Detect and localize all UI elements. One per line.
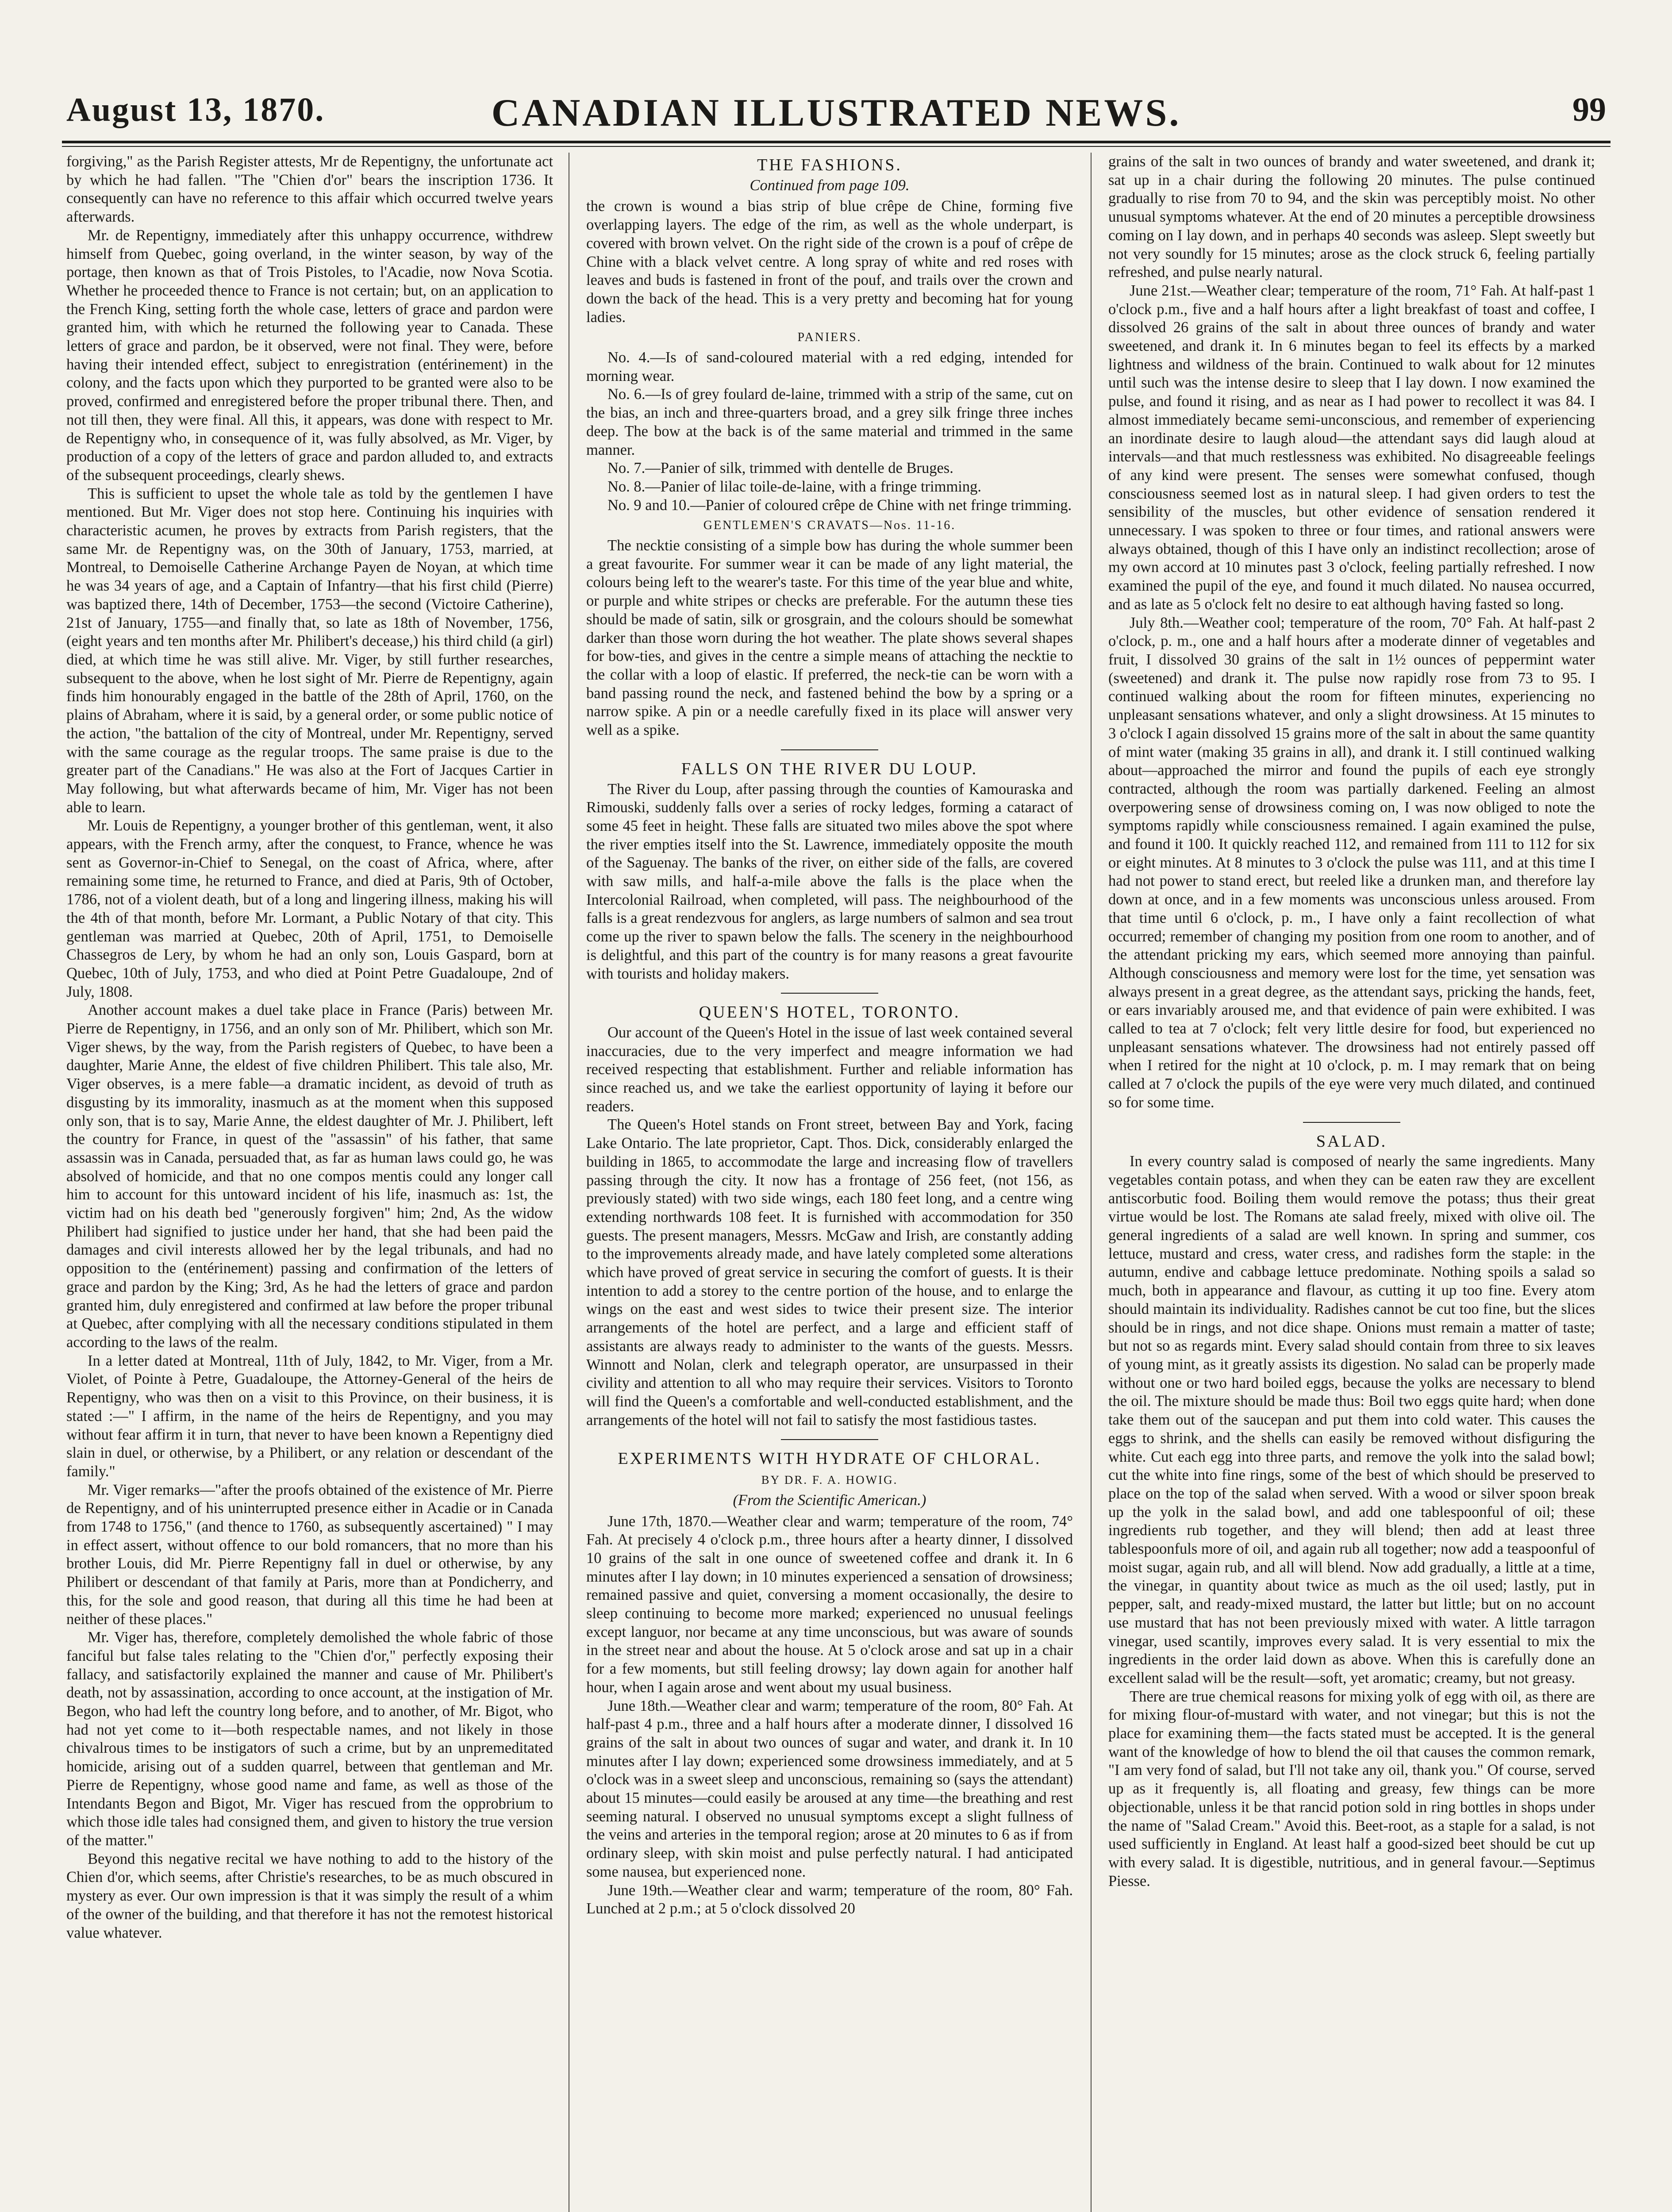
falls-heading: FALLS ON THE RIVER DU LOUP. [681, 759, 978, 778]
salad-heading: SALAD. [1316, 1132, 1388, 1151]
paniers-item: No. 9 and 10.—Panier of coloured crêpe de Chine with net fringe trimming. [607, 496, 1072, 514]
column-2 [586, 153, 1073, 2212]
chloral-paragraph: June 21st.—Weather clear; temperature of the room, 71° Fah. At half-past 1 o'clock p.m., five and a half hours after a light breakfast of toast and coffee, I dissolved 26 grains of the salt in about three ounces of brandy and water sweetened, and drank it. In 6 minutes began to feel its effects by a marked lightness and wildness of the brain. Continued to walk about for 12 minutes until such was the intense desire to sleep that I lay down. I now examined the pulse, and found it rising, and as near as I had power to recollect it was 84. I almost immediately became semi-unconscious, and remember of experiencing an inordinate desire to laugh aloud—the attendant says did laugh aloud at intervals—and that much restlessness was exhibited. No disagreeable feelings of any kind were present. The senses were somewhat confused, though consciousness seemed lost as in natural sleep. I had given orders to test the sensibility of the muscles, but other evidence of sensation rendered it unnecessary. I was spoken to three or four times, and rational answers were always obtained, though of this I have only an indistinct recollection; arose of my own accord at 10 minutes past 3 o'clock, feeling partially refreshed. I now examined the pupil of the eye, and found it much dilated. No nausea occurred, and as late as 5 o'clock felt no desire to eat although having fasted so long. [1108, 282, 1595, 613]
salad-paragraph: In every country salad is composed of nearly the same ingredients. Many vegetables contain potass, and when they can be eaten raw they are excellent antiscorbutic food. Boiling them would remove the potass; thus their great virtue would be lost. The Romans ate salad freely, mixed with olive oil. The general ingredients of a salad are well known. In spring and summer, cos lettuce, mustard and cress, water cress, and radishes form the staple: in the autumn, endive and cabbage lettuce predominate. Nothing spoils a salad so much, both in appearance and flavour, as cutting it up too fine. Every atom should maintain its individuality. Radishes cannot be cut too fine, but the slices should be in rings, and not dice shape. Onions must remain a matter of taste; but not so as regards mint. Every salad should contain from three to six leaves of young mint, as it greatly assists its digestion. No salad can be properly made without one or two hard boiled eggs, because the yolks are necessary to blend the oil. The mixture should be made thus: Boil two eggs quite hard; when done take them out of the saucepan and put them into cold water. This causes the eggs to shrink, and the shells can easily be removed without disfiguring the white. Cut each egg into three parts, and remove the yolk into the salad bowl; cut the white into fine rings, some of the best of which should be preserved to place on the top of the salad when served. With a wood or silver spoon break up the yolk in the salad bowl, and add one tablespoonful of oil; these ingredients rub together, and they will blend; then add at least three tablespoonfuls more of oil, and again rub all together; now add a teaspoonful of moist sugar, again rub, and all will blend. Now add gradually, a little at a time, the vinegar, in quantity about twice as much as the oil used; lastly, put in pepper, salt, and ready-mixed mustard, the latter but little; but on no account use mustard that has not been previously mixed with water. A little tarragon vinegar, used scantily, improves every salad. It is very essential to mix the ingredients in the order laid down as above. When this is carefully done an excellent salad will be the result—soft, yet aromatic; creamy, but not greasy. [1108, 1153, 1595, 1686]
fashions-paragraph: the crown is wound a bias strip of blue crêpe de Chine, forming five overlapping layers. The edge of the rim, as well as the whole underpart, is covered with brown velvet. On the right side of the crown is a pouf of crêpe de Chine with a black velvet centre. A long spray of white and red roses with leaves and buds is fastened in front of the pouf, and trails over the crown and down the back of the head. This is a very pretty and becoming hat for young ladies. [586, 198, 1073, 326]
chloral-heading: EXPERIMENTS WITH HYDRATE OF CHLORAL. [618, 1449, 1042, 1468]
chloral-paragraph: grains of the salt in two ounces of brandy and water sweetened, and drank it; sat up in a chair during the following 20 minutes. The pulse continued gradually to rise from 70 to 94, and the skin was perceptibly moist. No other unusual symptoms whatever. At the end of 20 minutes a perceptible drowsiness coming on I lay down, and in perhaps 40 seconds was asleep. Slept sweetly but not very soundly for 15 minutes; arose as the clock struck 6, feeling partially refreshed, and pulse nearly natural. [1108, 153, 1595, 281]
queens-hotel-heading: QUEEN'S HOTEL, TORONTO. [699, 1003, 961, 1022]
chien-dor-paragraph: Mr. de Repentigny, immediately after this unhappy occurrence, withdrew himself from Quebec, going overland, in the winter season, by way of the portage, then known as that of Trois Pistoles, to l'Acadie, now Nova Scotia. Whether he proceeded thence to France is not certain; but, on an application to the French King, setting forth the whole case, letters of grace and pardon were granted him, with which he returned the following year to Canada. These letters of grace and pardon, be it observed, were not final. They were, before having their intended effect, subject to enregistration (entérinement) in the colony, and the facts upon which they purported to be granted were also to be proved, confirmed and enregistered before the proper tribunal there. Then, and not till then, they were final. All this, it appears, was done with respect to Mr. de Repentigny who, in consequence of it, was fully absolved, as Mr. Viger, by production of a copy of the letters of grace and pardon alluded to, and extracts of the subsequent proceedings, clearly shews. [66, 227, 553, 484]
newspaper-title: CANADIAN ILLUSTRATED NEWS. [491, 92, 1181, 134]
cravats-paragraph: The necktie consisting of a simple bow has during the whole summer been a great favourite. For summer wear it can be made of any light material, the colours being left to the wearer's taste. For this time of the year blue and white, or purple and white stripes or checks are preferable. For the autumn these ties should be made of satin, silk or grosgrain, and the colours should be somewhat darker than those worn during the hot weather. The plate shows several shapes for bow-ties, and gives in the centre a simple means of attaching the necktie to the collar with a loop of elastic. If preferred, the neck-tie can be worn with a band passing round the neck, and fastened behind the bow by a spring or a narrow spike. A pin or a needle carefully fixed in its place will answer very well as a spike. [586, 537, 1073, 739]
queens-hotel-paragraph: The Queen's Hotel stands on Front street, between Bay and York, facing Lake Ontario. The late proprietor, Capt. Thos. Dick, considerably enlarged the building in 1865, to accommodate the large and increasing flow of travellers passing through the city. It now has a frontage of 256 feet, (not 156, as previously stated) with two side wings, each 180 feet long, and a centre wing extending northwards 108 feet. It is furnished with accommodation for 350 guests. The present managers, Messrs. McGaw and Irish, are constantly adding to the improvements already made, and have lately completed some alterations which have proved of great service in securing the comfort of guests. It is their intention to add a storey to the centre portion of the house, and to enlarge the wings on the east and west sides to twice their present size. The interior arrangements of the hotel are perfect, and a large and efficient staff of assistants are always ready to administer to the wants of the guests. Messrs. Winnott and Nolan, clerk and telegraph operator, are unsurpassed in their civility and attention to all who may require their services. Visitors to Toronto will find the Queen's a comfortable and well-conducted establishment, and the arrangements of the hotel will not fail to satisfy the most fastidious tastes. [586, 1116, 1073, 1429]
falls-paragraph: The River du Loup, after passing through the counties of Kamouraska and Rimouski, suddenly falls over a series of rocky ledges, forming a cataract of some 45 feet in height. These falls are situated two miles above the spot where the river empties itself into the St. Lawrence, immediately opposite the mouth of the Saguenay. The banks of the river, on either side of the falls, are covered with saw mills, and half-a-mile above the falls is the place when the Intercolonial Railroad, when completed, will pass. The neighbourhood of the falls is a great rendezvous for anglers, as large numbers of salmon and sea trout come up the river to spawn below the falls. The scenery in the neighbourhood is delightful, and this part of the country is for many reasons a great favourite with tourists and holiday makers. [586, 780, 1073, 982]
chloral-paragraph: June 18th.—Weather clear and warm; temperature of the room, 80° Fah. At half-past 4 p.m., three and a half hours after a moderate dinner, I dissolved 16 grains of the salt in about two ounces of sugar and water, and drank it. In 10 minutes after I lay down; experienced some drowsiness immediately, and at 5 o'clock was in a sweet sleep and unconscious, remaining so (says the attendant) about 15 minutes—could easily be aroused at any time—the breathing and rest seeming natural. I observed no unusual symptoms except a slight fullness of the veins and arteries in the temporal region; arose at 20 minutes to 6 as if from ordinary sleep, with skin moist and pulse perfectly natural. I had anticipated some nausea, but experienced none. [586, 1697, 1073, 1880]
section-divider [781, 749, 878, 750]
paniers-item: No. 4.—Is of sand-coloured material with a red edging, intended for morning wear. [586, 349, 1073, 384]
masthead [62, 91, 1611, 139]
salad-paragraph: There are true chemical reasons for mixing yolk of egg with oil, as there are for mixing flour-of-mustard with water, and not vinegar; but this is not the place for examining them—the facts stated must be accepted. It is the general want of the knowledge of how to blend the oil that causes the common remark, "I am very fond of salad, but I'll not take any oil, thank you." Of course, served up as it frequently is, all floating and greasy, few things can be more objectionable, unless it be that rancid potion sold in ring bottles in shops under the name of "Salad Cream." Avoid this. Beet-root, as a staple for a salad, is not used sufficiently in England. At least half a good-sized beet should be cut up with every salad. It is digestible, nutritious, and in general favour.—Septimus Piesse. [1108, 1688, 1595, 1889]
column-3 [1108, 153, 1595, 2212]
chloral-source: (From the Scientific American.) [733, 1491, 926, 1509]
chien-dor-paragraph: Mr. Viger remarks—"after the proofs obtained of the existence of Mr. Pierre de Repentigny, and of his uninterrupted presence either in Acadie or in Canada from 1748 to 1756," (and thence to 1760, as subsequently ascertained) " I may in effect assert, without offence to our bold romancers, that no more than his brother Louis, did Mr. Pierre Repentigny fall in duel or otherwise, by any Philibert or descendant of that family at Paris, more than at Pondicherry, and this, for the sole and good reason, that during all this time he had been at neither of these places." [66, 1481, 553, 1628]
chien-dor-paragraph: In a letter dated at Montreal, 11th of July, 1842, to Mr. Viger, from a Mr. Violet, of Pointe à Petre, Guadaloupe, the Attorney-General of the heirs de Repentigny, who was then on a visit to this Province, on their business, it is stated :—" I affirm, in the name of the heirs de Repentigny, and you may without fear affirm it in turn, that never to have been known a Repentigny died slain in duel, or otherwise, by a Philibert, or any relation or descendant of the family." [66, 1352, 553, 1480]
cravats-heading: GENTLEMEN'S CRAVATS—Nos. 11-16. [703, 518, 956, 533]
chien-dor-paragraph: forgiving," as the Parish Register attests, Mr de Repentigny, the unfortunate act by which he had fallen. "The "Chien d'or" bears the inscription 1736. It consequently can have no reference to this affair which occurred twelve years afterwards. [66, 153, 553, 226]
section-divider [781, 993, 878, 994]
chloral-paragraph: June 17th, 1870.—Weather clear and warm; temperature of the room, 74° Fah. At precisely 4 o'clock p.m., three hours after a hearty dinner, I dissolved 10 grains of the salt in one ounce of sweetened coffee and drank it. In 6 minutes after I lay down; in 10 minutes experienced a sensation of drowsiness; remained passive and quiet, conversing a moment occasionally, the desire to sleep continuing to become more marked; experienced no unusual feelings except languor, nor became at any time unconscious, but was aware of sounds in the street near and about the house. At 5 o'clock arose and sat up in a chair for a few moments, but still feeling drowsy; lay down again for another half hour, when I again arose and went about my usual business. [586, 1513, 1073, 1696]
section-divider [1303, 1122, 1400, 1123]
masthead-rule [62, 141, 1611, 143]
page-number: 99 [1572, 91, 1606, 128]
chloral-paragraph: July 8th.—Weather cool; temperature of the room, 70° Fah. At half-past 2 o'clock, p. m., one and a half hours after a moderate dinner of vegetables and fruit, I dissolved 30 grains of the salt in 1½ ounces of peppermint water (sweetened) and drank it. The pulse now rapidly rose from 73 to 95. I continued walking about the room for fifteen minutes, experiencing no unpleasant sensations whatever, and only a slight drowsiness. At 15 minutes to 3 o'clock I again dissolved 15 grains more of the salt in about the same quantity of mint water (making 35 grains in all), and drank it. I still continued walking about—approached the mirror and found the pupils of each eye strongly contracted, although the room was partially darkened. Feeling an almost overpowering sense of drowsiness coming on, I was now obliged to note the symptoms rapidly while consciousness remained. I again examined the pulse, and found it 100. It quickly reached 112, and remained from 111 to 112 for six or eight minutes. At 8 minutes to 3 o'clock the pulse was 111, and at this time I had not power to stand erect, but reeled like a drunken man, and therefore lay down at once, and in a few moments was unconscious unless aroused. From that time until 6 o'clock, p. m., I have only a faint recollection of what occurred; remember of changing my position from one room to another, and of the attendant pricking my ears, which seemed more annoying than painful. Although consciousness and memory were lost for the time, yet sensation was always present in a great degree, as the attendant says, pricking the hands, feet, or ears invariably aroused me, and that evidence of pain were exhibited. I was called to tea at 7 o'clock; felt very little desire for food, but experienced no unpleasant sensations whatever. The drowsiness had not entirely passed off when I retired for the night at 10 o'clock, p. m. I may remark that on being called at 7 o'clock the pupils of the eye were very much dilated, and continued so for some time. [1108, 614, 1595, 1111]
paniers-item: No. 6.—Is of grey foulard de-laine, trimmed with a strip of the same, cut on the bias, an inch and three-quarters broad, and a grey silk fringe three inches deep. The bow at the back is of the same material and trimmed in the same manner. [586, 386, 1073, 458]
queens-hotel-paragraph: Our account of the Queen's Hotel in the issue of last week contained several inaccuracies, due to the very imperfect and meagre information we had received respecting that establishment. Further and reliable information has since reached us, and we take the earliest opportunity of laying it before our readers. [586, 1024, 1073, 1115]
paniers-item: No. 7.—Panier of silk, trimmed with dentelle de Bruges. [607, 460, 953, 477]
chien-dor-paragraph: Another account makes a duel take place in France (Paris) between Mr. Pierre de Repentigny, in 1756, and an only son of Mr. Philibert, which son Mr. Viger shews, by the way, from the Parish registers of Quebec, to have been a daughter, Marie Anne, the eldest of five children Philibert. This tale also, Mr. Viger observes, is a mere fable—a dramatic incident, as devoid of truth as disgusting by its immorality, inasmuch as at the moment when this supposed only son, that is to say, Marie Anne, the eldest daughter of Mr. J. Philibert, left the country for France, in quest of the "assassin" of his father, that same assassin was in Canada, persuaded that, as far as human laws could go, he was absolved of homicide, and that no one compos mentis could any longer call him to account for this untoward incident of his life, inasmuch as: 1st, the victim had on his death bed "generously forgiven" him; 2nd, As the widow Philibert had signified to justice under her hand, that she had been paid the damages and civil interests allowed her by the legal tribunals, and had no opposition to the (entérinement) passing and confirmation of the letters of grace and pardon by the King; 3rd, As he had the letters of grace and pardon granted him, duly enregistered and confirmed at law before the proper tribunal at Quebec, after complying with all the necessary conditions stipulated in them according to the laws of the realm. [66, 1002, 553, 1351]
fashions-heading: THE FASHIONS. [757, 156, 902, 174]
masthead-rule-thin [62, 146, 1611, 147]
chien-dor-paragraph: This is sufficient to upset the whole tale as told by the gentlemen I have mentioned. But Mr. Viger does not stop here. Continuing his inquiries with characteristic acumen, he proves by extracts from Parish registers, that the same Mr. de Repentigny was, on the 30th of January, 1753, married, at Montreal, to Demoiselle Catherine Archange Payen de Noyan, at which time he was 34 years of age, and a Captain of Infantry—that his first child (Pierre) was baptized there, 14th of December, 1753—the second (Victoire Catherine), 21st of January, 1755—and finally that, so late as 18th of November, 1756, (eight years and ten months after Mr. Philibert's decease,) his third child (a girl) died, at which time he was still alive. Mr. Viger, by still further researches, subsequent to the above, when he lost sight of Mr. Pierre de Repentigny, again finds him honourably engaged in the battle of the 28th of April, 1760, on the plains of Abraham, where it is said, by a general order, or some public notice of the action, "the battalion of the city of Montreal, under Mr. Repentigny, served with the same courage as the regular troops. The same praise is due to the greater part of the Canadians." He was also at the Fort of Jacques Cartier in May following, but what afterwards became of him, Mr. Viger has not been able to learn. [66, 485, 553, 816]
chien-dor-paragraph: Mr. Viger has, therefore, completely demolished the whole fabric of those fanciful but false tales relating to the "Chien d'or," perfectly exposing their fallacy, and satisfactorily explained the manner and cause of Mr. Philibert's death, not by assassination, according to once account, at the instigation of Mr. Begon, who had left the country long before, and to another, of Mr. Bigot, who had not yet come to it—both respectable names, and not likely in those chivalrous times to be instigators of such a crime, but by an unpremeditated homicide, arising out of a sudden quarrel, between that gentleman and Mr. Pierre de Repentigny, whose good name and fame, as well as those of the Intendants Begon and Bigot, Mr. Viger has rescued from the opprobrium to which those idle tales had consigned them, and given to history the true version of the matter." [66, 1629, 553, 1849]
chloral-byline: BY DR. F. A. HOWIG. [761, 1473, 898, 1487]
paniers-item: No. 8.—Panier of lilac toile-de-laine, with a fringe trimming. [607, 478, 982, 495]
column-rule-2 [1091, 153, 1092, 2212]
issue-date: August 13, 1870. [66, 91, 325, 128]
section-divider [781, 1439, 878, 1440]
paniers-heading: PANIERS. [797, 330, 862, 345]
chloral-paragraph: June 19th.—Weather clear and warm; temperature of the room, 80° Fah. Lunched at 2 p.m.; at 5 o'clock dissolved 20 [586, 1882, 1073, 1917]
column-1 [66, 153, 553, 2212]
chien-dor-paragraph: Mr. Louis de Repentigny, a younger brother of this gentleman, went, it also appears, with the French army, after the conquest, to France, whence he was sent as Governor-in-Chief to Senegal, on the coast of Africa, where, after remaining some time, he returned to France, and died at Paris, 9th of October, 1786, not of a violent death, but of a long and lingering illness, making his will the 4th of that month, before Mr. Lormant, a Public Notary of that city. This gentleman was married at Quebec, 20th of April, 1751, to Demoiselle Chassegros de Lery, by whom he had an only son, Louis Gaspard, born at Quebec, 10th of July, 1753, and who died at Point Petre Guadaloupe, 2nd of July, 1808. [66, 817, 553, 1000]
chien-dor-paragraph: Beyond this negative recital we have nothing to add to the history of the Chien d'or, which seems, after Christie's researches, to be as much obscured in mystery as ever. Our own impression is that it was simply the result of a whim of the owner of the building, and that therefore it has not the remotest historical value whatever. [66, 1850, 553, 1941]
fashions-continued-note: Continued from page 109. [750, 177, 910, 194]
